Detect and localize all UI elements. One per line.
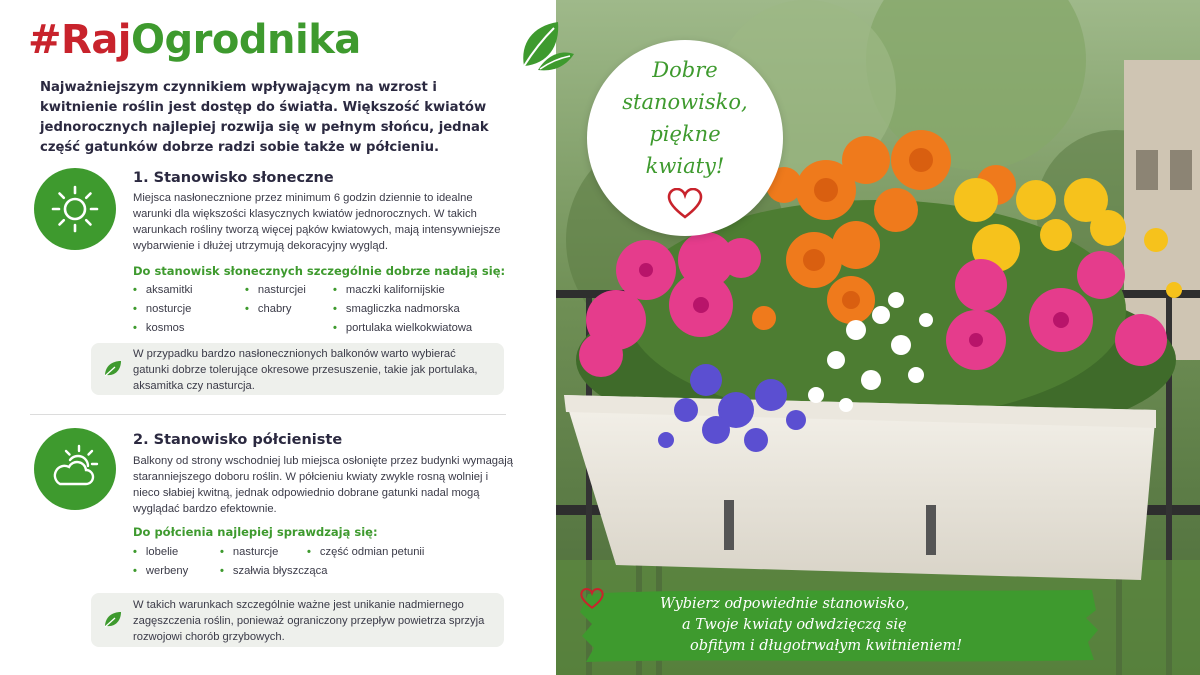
badge-line: stanowisko, bbox=[622, 90, 748, 114]
section2-tip-text: W takich warunkach szczególnie ważne jest unikanie nadmiernego zagęszczenia roślin, ponieważ ograniczony przepływ powietrza sprzyja rozwojowi chorób grzybowych. bbox=[133, 599, 485, 643]
section2-plants-col1 bbox=[133, 543, 188, 581]
brand-part-raj: Raj bbox=[61, 17, 132, 63]
heart-icon bbox=[580, 588, 604, 610]
list-item: • lobelie bbox=[133, 543, 188, 562]
section2-subheading: Do półcienia najlepiej sprawdzają się: bbox=[133, 525, 378, 539]
section2-plants-col3 bbox=[307, 543, 424, 562]
section-divider bbox=[30, 414, 506, 415]
badge-line: piękne bbox=[649, 122, 721, 146]
list-item: • werbeny bbox=[133, 562, 188, 581]
content-column bbox=[0, 0, 560, 675]
section1-plants-col2 bbox=[245, 281, 306, 319]
list-item: • kosmos bbox=[133, 319, 193, 338]
list-item: • nasturcje bbox=[220, 543, 327, 562]
brand-hashtag bbox=[28, 14, 361, 66]
list-item: • chabry bbox=[245, 300, 306, 319]
intro-paragraph: Najważniejszym czynnikiem wpływającym na wzrost i kwitnienie roślin jest dostęp do światła. Większość kwiatów jednorocznych najlepiej rozwija się w pełnym słońcu, jednak część gatunków dobrze radzi sobie także w półcieniu. bbox=[40, 80, 489, 155]
hash-symbol: # bbox=[28, 17, 62, 63]
sun-cloud-icon bbox=[34, 428, 116, 510]
list-item: • część odmian petunii bbox=[307, 543, 424, 562]
list-item: • szałwia błyszcząca bbox=[220, 562, 327, 581]
section2-title: 2. Stanowisko półcieniste bbox=[133, 432, 343, 448]
banner-line: Wybierz odpowiednie stanowisko, bbox=[660, 596, 910, 612]
slogan-badge bbox=[587, 40, 783, 236]
brand-part-ogrodnika: Ogrodnika bbox=[131, 17, 361, 63]
badge-line: kwiaty! bbox=[645, 154, 725, 178]
section1-text: Miejsca nasłonecznione przez minimum 6 godzin dziennie to idealne warunki dla większości klasycznych kwiatów jednorocznych. W takich warunkach rośliny tworzą więcej pąków kwiatowych, mają intensywniejsze wybarwienie i dłużej utrzymują dekoracyjny wygląd. bbox=[133, 192, 501, 252]
list-item: • smagliczka nadmorska bbox=[333, 300, 472, 319]
leaf-icon bbox=[518, 20, 576, 74]
bottom-slogan-banner bbox=[580, 588, 1100, 664]
leaf-icon bbox=[103, 360, 123, 378]
list-item: • nasturcjei bbox=[245, 281, 306, 300]
section1-subheading: Do stanowisk słonecznych szczególnie dobrze nadają się: bbox=[133, 264, 506, 278]
section1-title: 1. Stanowisko słoneczne bbox=[133, 170, 334, 186]
list-item: • maczki kalifornijskie bbox=[333, 281, 472, 300]
section1-plants-col3 bbox=[333, 281, 472, 338]
banner-line: obfitym i długotrwałym kwitnieniem! bbox=[690, 638, 963, 654]
heart-icon bbox=[667, 188, 703, 220]
list-item: • aksamitki bbox=[133, 281, 193, 300]
section1-tip-text: W przypadku bardzo nasłonecznionych balkonów warto wybierać gatunki dobrze tolerujące okresowe przesuszenie, takie jak portulaka, aksamitka czy nasturcja. bbox=[133, 348, 478, 392]
section2-tip-box bbox=[91, 593, 504, 647]
leaf-icon bbox=[103, 611, 123, 629]
section1-tip-box bbox=[91, 343, 504, 395]
badge-line: Dobre bbox=[652, 58, 718, 82]
list-item: • nosturcje bbox=[133, 300, 193, 319]
section2-text: Balkony od strony wschodniej lub miejsca osłonięte przez budynki wymagają staranniejszego doboru roślin. W półcieniu kwiaty zwykle rosną wolniej i nieco słabiej kwitną, jednak odpowiednio dobrane gatunki nadal mogą wyglądać bardzo efektownie. bbox=[133, 455, 513, 515]
section1-plants-col1 bbox=[133, 281, 193, 338]
list-item: • portulaka wielkokwiatowa bbox=[333, 319, 472, 338]
sun-icon bbox=[34, 168, 116, 250]
banner-line: a Twoje kwiaty odwdzięczą się bbox=[682, 617, 907, 633]
